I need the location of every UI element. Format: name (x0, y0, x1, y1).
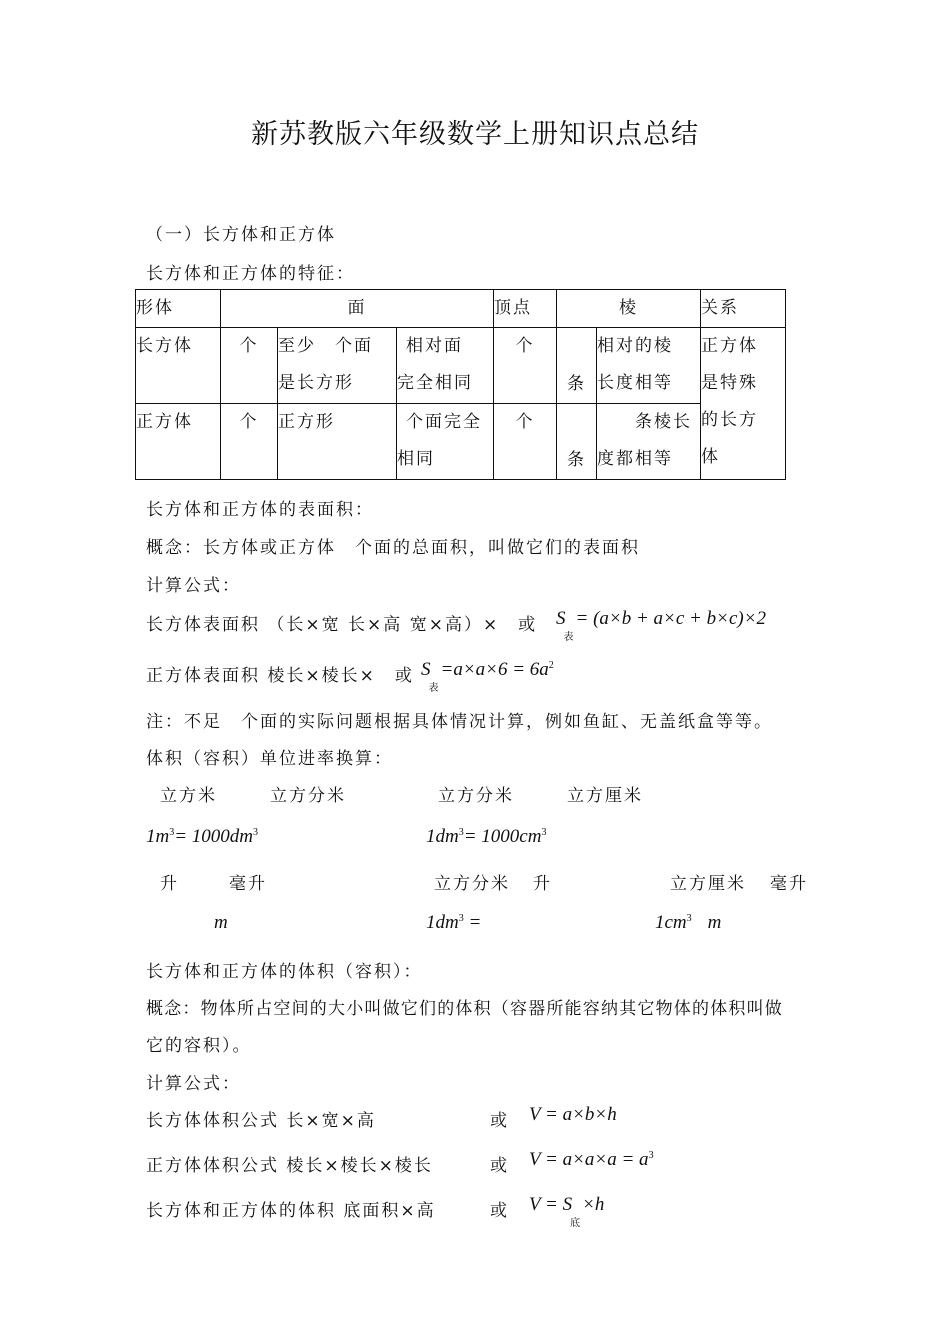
cube-surface-formula: 正方体表面积 棱长×棱长× 或 (146, 666, 414, 686)
cuboid-edge-relation-line1: 相对的棱 (597, 336, 673, 356)
relation-line1: 正方体 (701, 336, 758, 356)
conversion-left: 1m (146, 826, 170, 847)
cube-edge-relation-line2: 度都相等 (597, 449, 673, 469)
cuboid-edge-relation-line2: 长度相等 (597, 373, 673, 393)
or-label: 或 (490, 1111, 509, 1131)
unit-label: 升 (160, 874, 179, 894)
cuboid-surface-math (556, 608, 767, 643)
cuboid-surface-expression: = (a×b + a×c + b×c)×2 (575, 608, 767, 629)
note: 注：不足 个面的实际问题根据具体情况计算，例如鱼缸、无盖纸盒等等。 (146, 712, 773, 732)
or-label: 或 (490, 1156, 509, 1176)
cuboid-volume-formula: 长方体体积公式 长×宽×高 (146, 1111, 376, 1131)
base-volume-math (529, 1194, 605, 1229)
conversion-right: = 1000cm (463, 826, 542, 847)
cube-volume-formula: 正方体体积公式 棱长×棱长×棱长 (146, 1156, 433, 1176)
unit-label: 毫升 (770, 874, 808, 894)
conversion-right: = 1000dm (174, 826, 254, 847)
math-s: S (556, 608, 566, 629)
conversion-left: 1dm (426, 826, 459, 847)
unit-label: 立方分米 (434, 874, 510, 894)
volume-concept-line2: 它的容积）。 (146, 1036, 252, 1056)
section-heading: （一）长方体和正方体 (146, 225, 336, 245)
conversion-dm3-liter (426, 912, 481, 934)
superscript-3: 3 (253, 827, 259, 838)
unit-label: 立方厘米 (567, 786, 643, 806)
cube-volume-math (529, 1149, 654, 1171)
conversion-left: 1dm (426, 912, 459, 933)
header-edge: 棱 (557, 290, 701, 328)
surface-concept: 概念：长方体或正方体 个面的总面积，叫做它们的表面积 (146, 538, 640, 558)
features-table (135, 289, 786, 480)
cube-surface-math (421, 659, 554, 694)
conversion-cm3-ml (655, 912, 721, 934)
unit-heading: 体积（容积）单位进率换算： (146, 749, 393, 769)
cube-face-relation-line1: 个面完全 (406, 412, 482, 432)
cuboid-face-shape (278, 328, 397, 404)
unit-label: 毫升 (229, 874, 267, 894)
relation-line4: 体 (701, 447, 720, 467)
superscript-3: 3 (648, 1150, 654, 1161)
conversion-right: = (463, 912, 482, 933)
header-vertex: 顶点 (494, 290, 557, 328)
header-face: 面 (221, 290, 494, 328)
cube-edge-count: 条 (557, 404, 597, 480)
cuboid-surface-formula: 长方体表面积 （长×宽 长×高 宽×高）× 或 (146, 615, 538, 635)
unit-label: 升 (533, 874, 552, 894)
relation-line2: 是特殊 (701, 373, 758, 393)
header-relation: 关系 (701, 290, 786, 328)
features-heading: 长方体和正方体的特征： (146, 264, 355, 284)
cuboid-edge-relation (597, 328, 701, 404)
cube-face-relation-line2: 相同 (397, 449, 435, 469)
cube-volume-expression: V = a×a×a = a (529, 1149, 649, 1170)
cuboid-face-shape-line1: 至少 个面 (278, 336, 373, 356)
cuboid-name: 长方体 (136, 328, 221, 404)
unit-label: 立方米 (160, 786, 217, 806)
page-title: 新苏教版六年级数学上册知识点总结 (251, 119, 699, 150)
cuboid-vertex-count: 个 (494, 328, 557, 404)
unit-label: 立方分米 (438, 786, 514, 806)
base-volume-left: V = S (529, 1194, 573, 1215)
volume-heading: 长方体和正方体的体积（容积）： (146, 962, 423, 982)
conversion-right: m (707, 912, 722, 933)
cuboid-face-relation-line1: 相对面 (406, 336, 463, 356)
cube-face-shape: 正方形 (278, 404, 397, 480)
formula-heading: 计算公式： (146, 576, 241, 596)
subscript-di: 底 (570, 1218, 581, 1229)
cuboid-face-relation (397, 328, 494, 404)
or-label: 或 (490, 1201, 509, 1221)
superscript-2: 2 (548, 660, 554, 671)
superscript-3: 3 (169, 827, 175, 838)
superscript-3: 3 (541, 827, 547, 838)
cuboid-face-relation-line2: 完全相同 (397, 373, 473, 393)
subscript-biao: 表 (563, 632, 574, 643)
conversion-dm3-cm3 (426, 826, 546, 848)
relation-cell (701, 328, 786, 480)
surface-heading: 长方体和正方体的表面积： (146, 500, 374, 520)
header-shape: 形体 (136, 290, 221, 328)
superscript-3: 3 (458, 827, 464, 838)
conversion-left: 1cm (655, 912, 687, 933)
volume-concept-line1: 概念：物体所占空间的大小叫做它们的体积（容器所能容纳其它物体的体积叫做 (146, 999, 783, 1019)
unit-label: 立方分米 (270, 786, 346, 806)
math-s: S (421, 659, 431, 680)
base-volume-right: ×h (582, 1194, 605, 1215)
cuboid-face-shape-line2: 是长方形 (278, 373, 354, 393)
cuboid-volume-math: V = a×b×h (529, 1104, 617, 1125)
cube-name: 正方体 (136, 404, 221, 480)
base-volume-formula: 长方体和正方体的体积 底面积×高 (146, 1201, 436, 1221)
conversion-liter-ml: m (214, 912, 228, 933)
superscript-3: 3 (458, 913, 464, 924)
cube-face-relation (397, 404, 494, 480)
cube-edge-relation (597, 404, 701, 480)
cube-vertex-count: 个 (494, 404, 557, 480)
formula-heading: 计算公式： (146, 1074, 241, 1094)
cube-face-count: 个 (221, 404, 278, 480)
superscript-3: 3 (686, 913, 692, 924)
cuboid-edge-count: 条 (557, 328, 597, 404)
conversion-m3-dm3 (146, 826, 258, 848)
unit-label: 立方厘米 (670, 874, 746, 894)
cube-surface-expression: =a×a×6 = 6a (440, 659, 549, 680)
subscript-biao: 表 (428, 683, 439, 694)
relation-line3: 的长方 (701, 410, 758, 430)
cube-edge-relation-line1: 条棱长 (635, 412, 692, 432)
cuboid-face-count: 个 (221, 328, 278, 404)
